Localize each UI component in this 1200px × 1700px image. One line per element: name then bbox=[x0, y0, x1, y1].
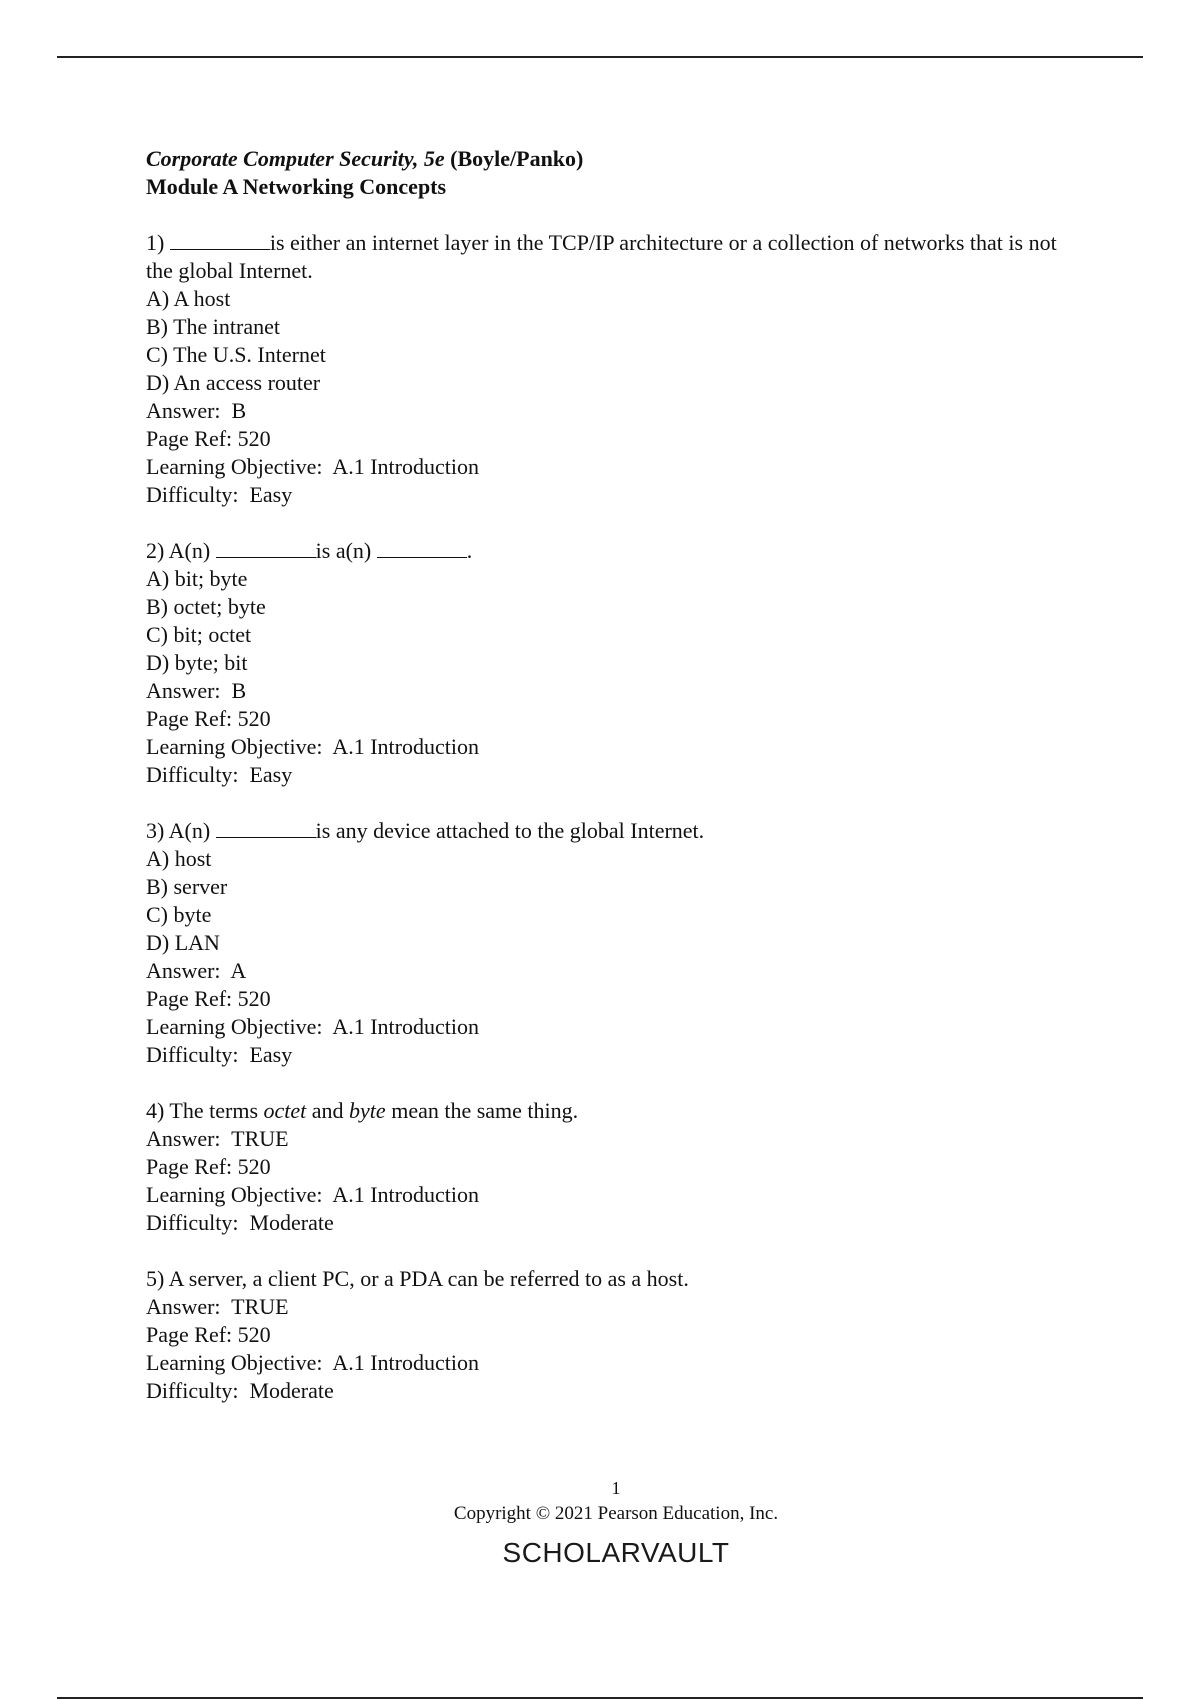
page-ref: Page Ref: 520 bbox=[146, 986, 271, 1011]
book-authors: (Boyle/Panko) bbox=[450, 146, 584, 171]
watermark-text: SCHOLARVAULT bbox=[502, 1537, 730, 1568]
difficulty: Difficulty: Easy bbox=[146, 762, 293, 787]
answer: Answer: TRUE bbox=[146, 1126, 289, 1151]
option-a: A) A host bbox=[146, 286, 231, 311]
option-c: C) The U.S. Internet bbox=[146, 342, 326, 367]
page-ref: Page Ref: 520 bbox=[146, 1154, 271, 1179]
bottom-rule bbox=[57, 1697, 1143, 1699]
answer: Answer: A bbox=[146, 958, 247, 983]
answer: Answer: B bbox=[146, 678, 247, 703]
difficulty: Difficulty: Moderate bbox=[146, 1210, 334, 1235]
difficulty: Difficulty: Easy bbox=[146, 482, 293, 507]
answer-blank bbox=[377, 537, 467, 558]
option-a: A) host bbox=[146, 846, 212, 871]
learning-objective: Learning Objective: A.1 Introduction bbox=[146, 1182, 479, 1207]
answer: Answer: B bbox=[146, 398, 247, 423]
answer-blank bbox=[216, 537, 316, 558]
answer-blank bbox=[216, 817, 316, 838]
term-octet: octet bbox=[263, 1098, 307, 1123]
option-c: C) bit; octet bbox=[146, 622, 252, 647]
question-4 bbox=[146, 1097, 1086, 1237]
question-5 bbox=[146, 1265, 1086, 1405]
option-b: B) server bbox=[146, 874, 228, 899]
learning-objective: Learning Objective: A.1 Introduction bbox=[146, 454, 479, 479]
option-a: A) bit; byte bbox=[146, 566, 248, 591]
question-3 bbox=[146, 817, 1086, 1069]
question-stem: 2) A(n) is a(n) . bbox=[146, 538, 473, 563]
page-number: 1 bbox=[611, 1478, 621, 1498]
difficulty: Difficulty: Moderate bbox=[146, 1378, 334, 1403]
learning-objective: Learning Objective: A.1 Introduction bbox=[146, 1350, 479, 1375]
term-byte: byte bbox=[349, 1098, 386, 1123]
option-b: B) The intranet bbox=[146, 314, 280, 339]
difficulty: Difficulty: Easy bbox=[146, 1042, 293, 1067]
book-title: Corporate Computer Security, 5e bbox=[146, 146, 445, 171]
learning-objective: Learning Objective: A.1 Introduction bbox=[146, 734, 479, 759]
question-stem: 4) The terms octet and byte mean the same thing. bbox=[146, 1098, 579, 1123]
page-ref: Page Ref: 520 bbox=[146, 1322, 271, 1347]
option-d: D) LAN bbox=[146, 930, 220, 955]
page-ref: Page Ref: 520 bbox=[146, 426, 271, 451]
top-rule bbox=[57, 56, 1143, 58]
document-body bbox=[146, 145, 1086, 1433]
option-c: C) byte bbox=[146, 902, 212, 927]
question-2 bbox=[146, 537, 1086, 789]
question-1 bbox=[146, 229, 1086, 509]
option-d: D) byte; bit bbox=[146, 650, 248, 675]
document-title bbox=[146, 145, 1086, 173]
option-d: D) An access router bbox=[146, 370, 321, 395]
copyright-notice: Copyright © 2021 Pearson Education, Inc. bbox=[453, 1503, 779, 1524]
answer-blank bbox=[170, 229, 270, 250]
learning-objective: Learning Objective: A.1 Introduction bbox=[146, 1014, 479, 1039]
module-heading: Module A Networking Concepts bbox=[146, 174, 447, 199]
question-stem: 5) A server, a client PC, or a PDA can be referred to as a host. bbox=[146, 1266, 689, 1291]
option-b: B) octet; byte bbox=[146, 594, 266, 619]
question-stem: 1) is either an internet layer in the TCP/IP architecture or a collection of networks that is not the global Internet. bbox=[146, 230, 1063, 283]
page-ref: Page Ref: 520 bbox=[146, 706, 271, 731]
answer: Answer: TRUE bbox=[146, 1294, 289, 1319]
question-stem: 3) A(n) is any device attached to the global Internet. bbox=[146, 818, 705, 843]
